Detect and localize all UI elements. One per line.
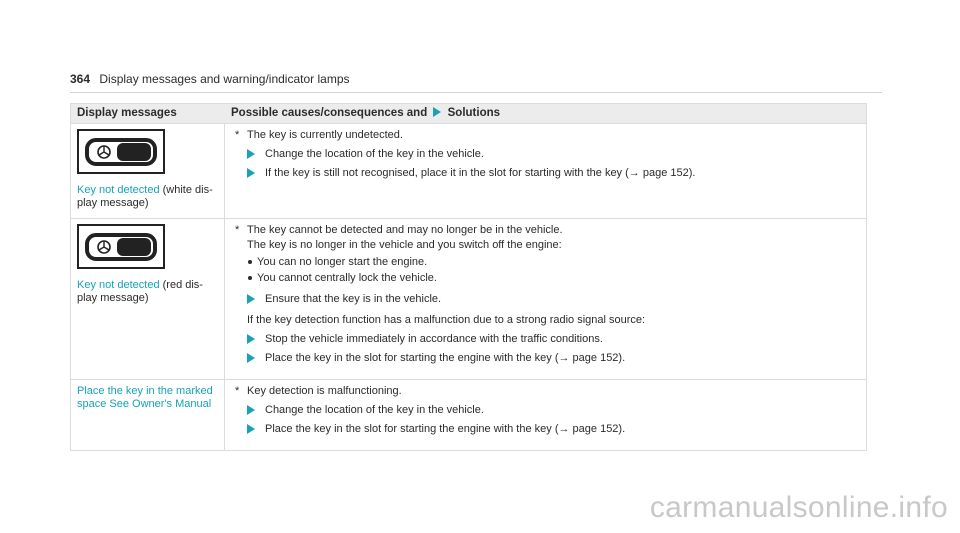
key-fob-icon: [77, 129, 165, 174]
table-header: [71, 104, 866, 123]
watermark: carmanualsonline.info: [649, 491, 948, 524]
solution-step: Change the location of the key in the vehicle.: [235, 148, 860, 161]
key-fob-icon: [77, 224, 165, 269]
solution-arrow-icon: [247, 334, 255, 344]
solution-arrow-icon: [247, 294, 255, 304]
cause-item: * Key detection is malfunctioning.: [235, 385, 402, 397]
message-name: Key not detected: [77, 184, 160, 196]
solution-step: If the key is still not recognised, place it in the slot for starting with the key (→ page 152).: [235, 167, 860, 180]
cause-marker: *: [235, 224, 240, 236]
messages-table: [70, 103, 867, 451]
causes-solutions-cell: [225, 380, 866, 450]
causes-solutions-cell: [225, 124, 866, 218]
cause-note: The key is no longer in the vehicle and you switch off the engine:: [247, 239, 562, 251]
col-header-solutions: Solutions: [447, 107, 501, 119]
solution-arrow-icon: [247, 149, 255, 159]
page-number: 364: [70, 72, 91, 86]
col-header-causes: Possible causes/consequences and: [231, 107, 428, 119]
display-message-cell: [71, 380, 225, 450]
message-note: (red dis-play message): [77, 279, 203, 304]
solution-step: Place the key in the slot for starting the engine with the key (→ page 152).: [235, 423, 860, 436]
col-header-causes-solutions: [225, 104, 866, 123]
condition-note: If the key detection function has a malfunction due to a strong radio signal source:: [247, 314, 646, 326]
solution-arrow-icon: [247, 168, 255, 178]
solution-arrow-icon: [433, 107, 441, 117]
bullet-icon: [248, 276, 252, 280]
display-message-cell: [71, 124, 225, 218]
solution-step: Stop the vehicle immediately in accordance with the traffic conditions.: [235, 333, 860, 346]
bullet-icon: [248, 260, 252, 264]
page-title: Display messages and warning/indicator lamps: [99, 72, 350, 86]
table-row: [71, 123, 866, 218]
solution-step: Ensure that the key is in the vehicle.: [235, 293, 860, 306]
message-name: Place the key in the marked space See Owner's Manual: [77, 385, 213, 410]
list-item: You can no longer start the engine.: [235, 256, 860, 269]
solution-arrow-icon: [247, 405, 255, 415]
cause-marker: *: [235, 129, 240, 141]
causes-solutions-cell: [225, 219, 866, 379]
col-header-display-messages: Display messages: [77, 107, 177, 119]
solution-arrow-icon: [247, 353, 255, 363]
cause-item: * The key cannot be detected and may no longer be in the vehicle.: [235, 224, 563, 236]
table-row: [71, 218, 866, 379]
list-item: You cannot centrally lock the vehicle.: [235, 272, 860, 285]
message-note: (white dis-play message): [77, 184, 213, 209]
solution-step: Change the location of the key in the vehicle.: [235, 404, 860, 417]
message-name: Key not detected: [77, 279, 160, 291]
display-message-cell: [71, 219, 225, 379]
solution-step: Place the key in the slot for starting the engine with the key (→ page 152).: [235, 352, 860, 365]
page-header: [70, 70, 882, 93]
cause-marker: *: [235, 385, 240, 397]
table-row: [71, 379, 866, 450]
solution-arrow-icon: [247, 424, 255, 434]
cause-item: * The key is currently undetected.: [235, 129, 403, 141]
